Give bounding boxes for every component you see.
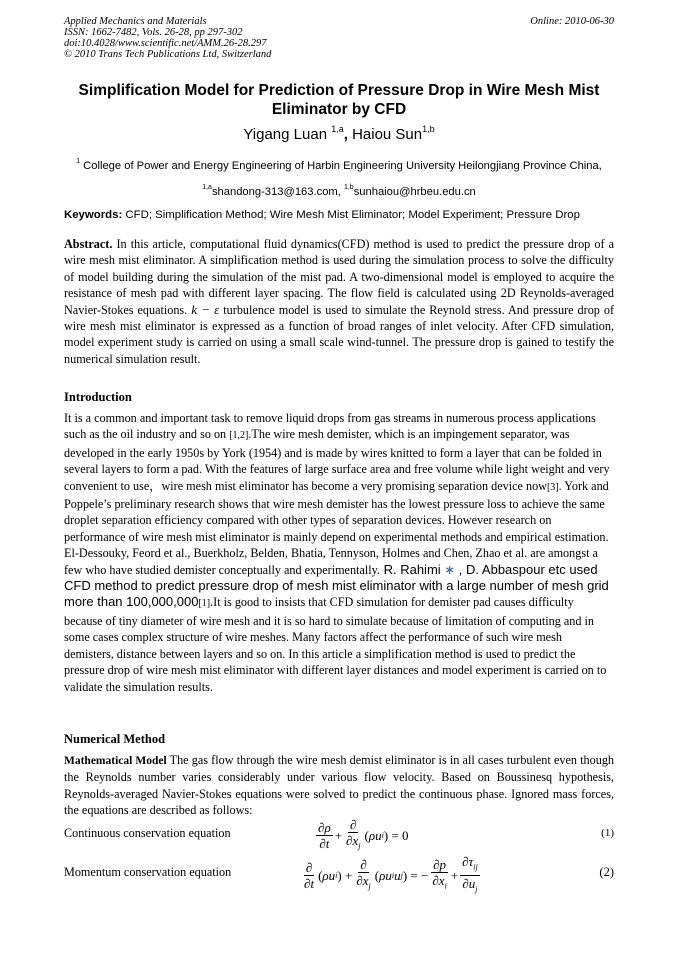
online-date: Online: 2010-06-30 (530, 16, 614, 27)
equation-label: Continuous conservation equation (64, 826, 231, 840)
email-link[interactable]: shandong-313@163.com, (211, 186, 344, 198)
momentum-equation: $\frac{\partial}{\partial t}$ ( ρu i ) + $\frac{\partial}{\partial x_j}$ ( ρu i u j ) = − $\frac{\partial p}{\partial x_i}$ + $\frac{\partial\tau_{ij}}{\partial u_j}$ (304, 854, 478, 894)
email-link[interactable]: sunhaiou@hrbeu.edu.cn (353, 186, 476, 198)
equation-2-row (64, 855, 614, 893)
author-sup: 1,b (422, 124, 435, 134)
author-name: Yigang Luan (243, 126, 328, 143)
body-text: .The wire mesh demister, which is an impingement separator, was developed in the early 1950s by York (1954) and is made by wires knitted to form a layer that can be folded in several layers to form a pad. With the features of large surface area and free volume while light weight and very convenient to use，wire mesh mist eliminator has become a very promising separation device now (64, 427, 610, 493)
section-heading-numerical: Numerical Method (64, 732, 166, 746)
authors (0, 124, 678, 143)
email-sup: 1,b (343, 184, 354, 191)
paper-title: Simplification Model for Prediction of Pressure Drop in Wire Mesh Mist Eliminator by CFD (78, 82, 600, 118)
abstract (64, 236, 614, 367)
body-text: The gas flow through the wire mesh demist eliminator is in all cases turbulent even though the Reynolds number varies considerably under various flow velocity. Based on Boussinesq hypothesis, Reynolds-averaged Navier-Stokes equations were solved to predict the continuous phase. Ignored mass forces, the equations are described as follows: (64, 753, 615, 818)
journal-header (64, 16, 614, 60)
keywords-text: CFD; Simplification Method; Wire Mesh Mist Eliminator; Model Experiment; Pressure Drop (125, 209, 580, 221)
abstract-text: In this article, computational fluid dynamics(CFD) method is used to predict the pressure drop of a wire mesh mist eliminator. A simplification method is used during the simulation process to solve the difficulty of model building during the simulation of the mist pad. A two-dimensional model is employed to acquire the resistance of mesh pad with different layer spacing. The flow field is calculated using 2D Reynolds-averaged Navier-Stokes equations. (64, 237, 614, 317)
journal-name: Applied Mechanics and Materials (64, 16, 207, 27)
body-text: , D. Abbaspour etc used CFD method to predict pressure drop of mesh mist eliminator with a large number of mesh grid more than 100,000,000 (64, 561, 609, 610)
journal-copyright: © 2010 Trans Tech Publications Ltd, Switzerland (64, 49, 272, 60)
body-text: . York and Poppele’s preliminary research shows that wire mesh demister has the lowest pressure loss to achieve the same droplet separation efficiency compared with other types of separation devices. However research on performance of wire mesh mist eliminator is mainly depend on experimental methods and empirical estimation. El-Dessouky, Feord et al., Buerkholz, Belden, Bhatia, Tennyson, Holmes and Chen, Zhao et al. are amongst a few who have studied demister conceptually and experimentally. (64, 478, 609, 577)
footnote-star[interactable]: ∗ (444, 561, 456, 577)
author-name: Haiou Sun (352, 126, 423, 143)
body-text: R. Rahimi (379, 561, 445, 577)
turbulence-model-symbol: k − ε (191, 301, 220, 317)
equation-number: (2) (599, 865, 614, 879)
continuity-equation: $\frac{\partial\rho}{\partial t}$ + $\frac{\partial}{\partial x_j}$ ( ρu i ) = 0 (318, 817, 409, 851)
citation[interactable]: [3] (546, 481, 559, 493)
equation-label: Momentum conservation equation (64, 865, 232, 879)
keywords-label: Keywords: (64, 209, 123, 221)
keywords (64, 209, 614, 222)
introduction-text (64, 410, 614, 695)
section-heading-introduction: Introduction (64, 390, 132, 404)
abstract-text: turbulence model is used to simulate the Reynold stress. And pressure drop of wire mesh mist eliminator is expressed as a function of broad ranges of inlet velocity. After CFD simulation, model experiment study is carried on using a small scale wind-tunnel. The pressure drop is gained to testify the numerical simulation result. (64, 302, 615, 366)
body-text: .It is good to insists that CFD simulation for demister pad causes difficulty because of tiny diameter of wire mesh and it is so hard to simulate because of limitation of computing and in some cases complex structure of wire meshes. Many factors affect the performance of such wire mesh demisters, distance between layers and so on. In this article a simplification method is used to predict the pressure drop of wire mesh mist eliminator with different layer distances and model experiment is carried on to validate the simulation results. (64, 595, 607, 694)
affil-sup: 1 (76, 158, 81, 165)
journal-doi: doi:10.4028/www.scientific.net/AMM.26-28.297 (64, 38, 267, 49)
journal-issn: ISSN: 1662-7482, Vols. 26-28, pp 297-302 (64, 27, 243, 38)
affiliation-text: College of Power and Energy Engineering of Harbin Engineering University Heilongjiang Province China, (83, 160, 602, 172)
numerical-text (64, 752, 614, 819)
subsection-label: Mathematical Model (64, 755, 167, 767)
author-separator: , (343, 126, 353, 143)
email-sup: 1,a (202, 184, 212, 191)
author-sup: 1,a (331, 124, 344, 134)
citation[interactable]: [1,2] (229, 430, 249, 442)
affiliation (40, 151, 638, 203)
body-text: It is a common and important task to remove liquid drops from gas streams in numerous process applications such as the oil industry and so on (64, 411, 596, 442)
equation-1-row (64, 818, 614, 852)
abstract-label: Abstract. (64, 237, 113, 251)
equation-number: (1) (601, 827, 614, 839)
citation[interactable]: [1] (198, 598, 211, 610)
